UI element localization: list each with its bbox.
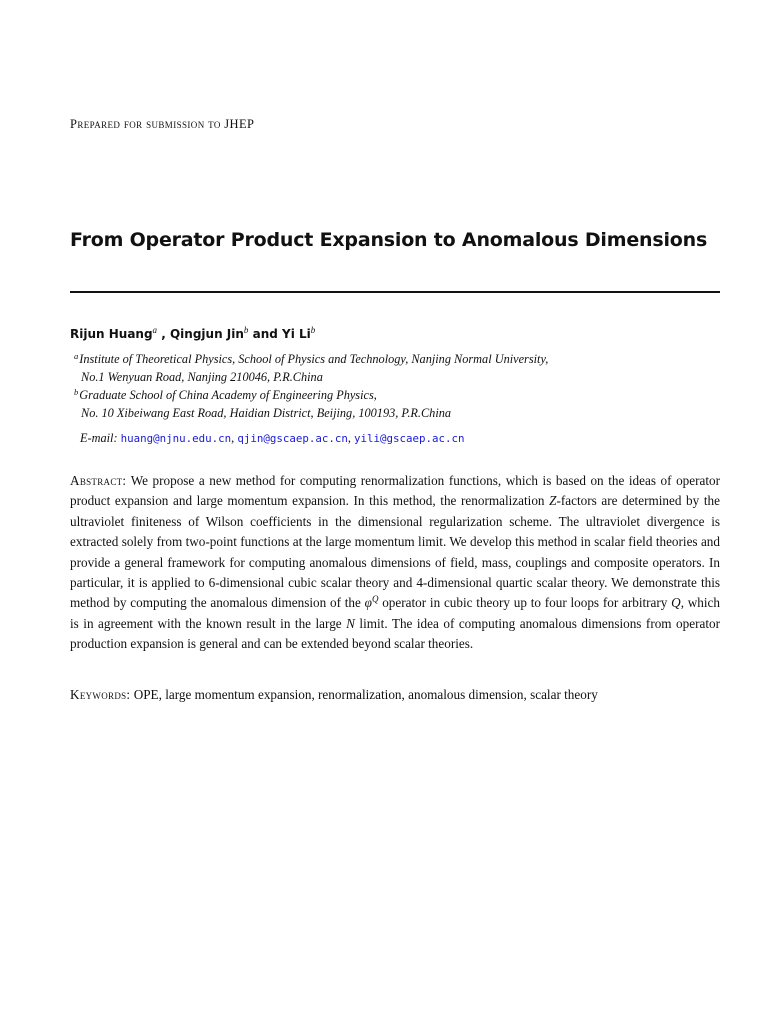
author-affiliation-mark: a bbox=[152, 325, 158, 335]
paper-title: From Operator Product Expansion to Anomalous Dimensions bbox=[70, 229, 708, 251]
author-separator: , bbox=[157, 327, 170, 341]
affiliation-line: Institute of Theoretical Physics, School of Physics and Technology, Nanjing Normal University, bbox=[79, 352, 549, 366]
author-affiliation-mark: b bbox=[310, 325, 316, 335]
abstract-heading: Abstract: bbox=[70, 473, 127, 488]
affiliation-mark: a bbox=[74, 351, 79, 361]
keywords bbox=[70, 687, 720, 703]
email-label: E-mail: bbox=[80, 431, 118, 445]
author-name: Qingjun Jin bbox=[169, 327, 244, 341]
author-name: Yi Li bbox=[282, 327, 311, 341]
email-link[interactable]: yili@gscaep.ac.cn bbox=[354, 432, 465, 445]
affiliation-line: No. 10 Xibeiwang East Road, Haidian District, Beijing, 100193, P.R.China bbox=[81, 406, 452, 420]
email-link[interactable]: qjin@gscaep.ac.cn bbox=[237, 432, 348, 445]
abstract bbox=[70, 471, 720, 655]
abstract-text: We propose a new method for computing renormalization functions, which is based on the ideas of operator product expansion and large momentum expansion. In this method, the renormalization Z-factors are determined by the ultraviolet finiteness of Wilson coefficients in the dimensional regularization scheme. The ultraviolet divergence is extracted solely from two-point functions at the large momentum limit. We develop this method in scalar field theories and provide a general framework for computing anomalous dimensions of field, mass, couplings and composite operators. In particular, it is applied to 6-dimensional cubic scalar theory and 4-dimensional quartic scalar theory. We demonstrate this method by computing the anomalous dimension of the $\varphi^Q$ operator in cubic theory up to four loops for arbitrary Q, which is in agreement with the known result in the large N limit. The idea of computing anomalous dimensions from operator production expansion is general and can be extended beyond scalar theories. bbox=[70, 473, 721, 652]
affiliation-mark: b bbox=[74, 387, 79, 397]
affiliation bbox=[74, 386, 724, 422]
affiliation-line: Graduate School of China Academy of Engineering Physics, bbox=[79, 388, 377, 402]
submission-note: Prepared for submission to JHEP bbox=[70, 117, 255, 131]
title-rule bbox=[70, 291, 720, 293]
author-list bbox=[70, 327, 315, 341]
affiliation-line: No.1 Wenyuan Road, Nanjing 210046, P.R.China bbox=[81, 370, 323, 384]
author-separator: and bbox=[248, 327, 283, 341]
keywords-heading: Keywords: bbox=[70, 687, 131, 702]
email-line: E-mail: huang@njnu.edu.cn, qjin@gscaep.ac.cn, yili@gscaep.ac.cn bbox=[80, 431, 465, 445]
affiliation bbox=[74, 350, 724, 386]
author-affiliation-mark: b bbox=[243, 325, 249, 335]
email-link[interactable]: huang@njnu.edu.cn bbox=[120, 432, 232, 445]
keywords-text: OPE, large momentum expansion, renormalization, anomalous dimension, scalar theory bbox=[133, 687, 598, 702]
author-name: Rijun Huang bbox=[70, 327, 153, 341]
